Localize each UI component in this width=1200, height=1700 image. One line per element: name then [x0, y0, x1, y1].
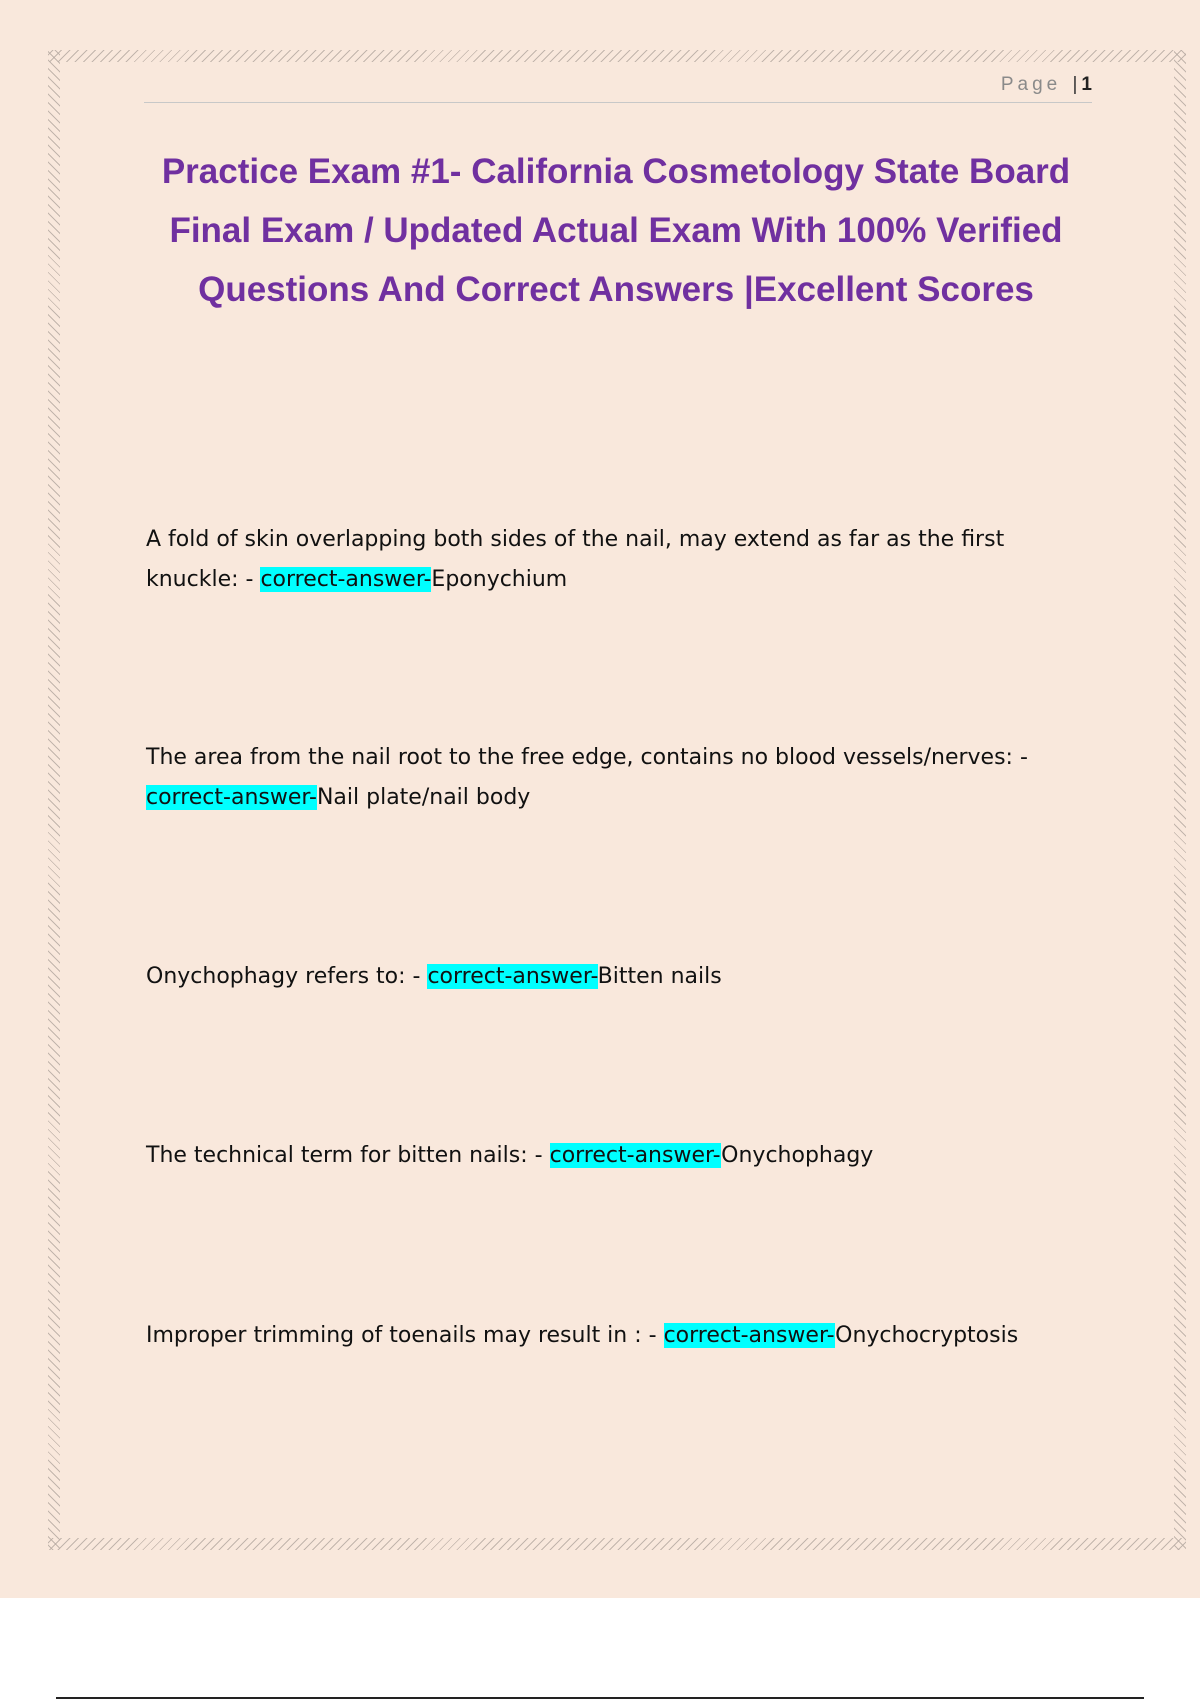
correct-answer-marker: correct-answer- — [549, 1143, 722, 1168]
bottom-rule — [56, 1697, 1144, 1699]
correct-answer-marker: correct-answer- — [260, 567, 432, 592]
document-title: Practice Exam #1- California Cosmetology State Board Final Exam / Updated Actual Exam With 100% Verified Questions And Correct Answers |Excellent Scores — [161, 152, 1071, 309]
page-label: Page — [1000, 74, 1062, 95]
page-number-value: 1 — [1081, 74, 1092, 95]
question-text: The technical term for bitten nails: - — [146, 1143, 550, 1168]
page-border-bottom — [48, 1538, 1186, 1550]
qa-item-4 — [146, 1136, 1086, 1176]
question-text: Onychophagy refers to: - — [146, 964, 428, 989]
page-separator: | — [1072, 74, 1078, 95]
answer-text: Onychophagy — [721, 1143, 874, 1168]
correct-answer-marker: correct-answer- — [427, 964, 598, 989]
correct-answer-marker: correct-answer- — [663, 1323, 836, 1348]
page-number — [1001, 74, 1092, 96]
answer-text: Bitten nails — [597, 964, 722, 989]
page-border-top — [48, 50, 1186, 62]
question-text: Improper trimming of toenails may result in : - — [146, 1323, 664, 1348]
correct-answer-marker: correct-answer- — [146, 785, 317, 810]
qa-item-3 — [146, 957, 1086, 997]
qa-item-5 — [146, 1316, 1086, 1356]
question-text: A fold of skin overlapping both sides of the nail, may extend as far as the first knuckle: - — [146, 527, 1005, 592]
question-text: The area from the nail root to the free edge, contains no blood vessels/nerves: - — [146, 745, 1028, 770]
header-rule — [144, 102, 1092, 103]
page-border-right — [1174, 50, 1186, 1550]
qa-item-1 — [146, 520, 1086, 600]
answer-text: Eponychium — [431, 567, 568, 592]
page-border-left — [48, 50, 60, 1550]
answer-text: Nail plate/nail body — [316, 785, 531, 810]
answer-text: Onychocryptosis — [835, 1323, 1019, 1348]
qa-item-2 — [146, 738, 1086, 818]
